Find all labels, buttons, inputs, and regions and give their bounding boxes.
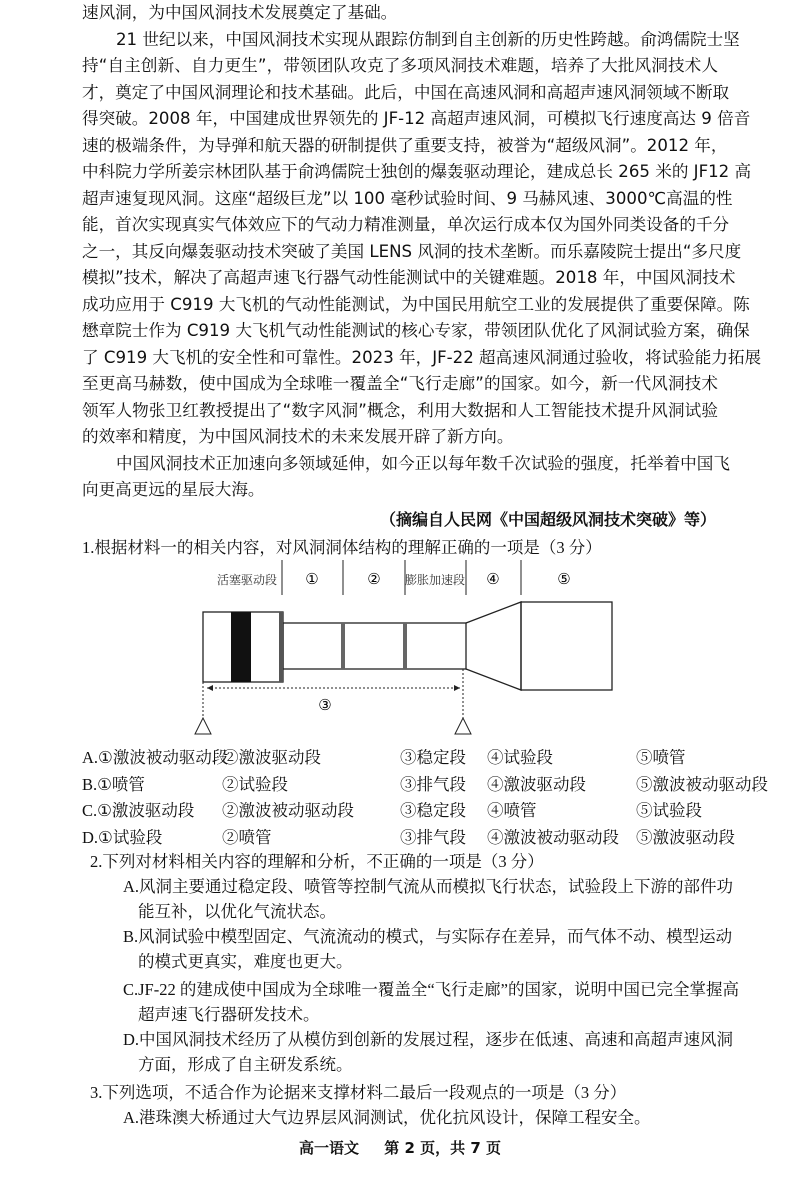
label-piston-drive: 活塞驱动段 [216, 573, 277, 587]
diaphragm [279, 612, 283, 682]
q2-option-line: A.风洞主要通过稳定段、喷管等控制气流从而模拟飞行状态，试验段上下游的部件功 [123, 877, 734, 896]
passage-line: 的效率和精度，为中国风洞技术的未来发展开辟了新方向。 [82, 427, 514, 446]
q2-option-line: C.JF-22 的建成使中国成为全球唯一覆盖全“飞行走廊”的国家，说明中国已完全掌握高 [123, 980, 739, 999]
q1-option-b-part-3: ③排气段 [400, 774, 466, 794]
q1-option-b-part-4: ④激波驱动段 [487, 774, 586, 794]
label-3: ③ [318, 698, 332, 714]
question-1-stem: 1.根据材料一的相关内容，对风洞洞体结构的理解正确的一项是（3 分） [82, 538, 602, 557]
q1-option-d-part-4: ④激波被动驱动段 [487, 828, 619, 848]
q1-option-a-part-3: ③稳定段 [400, 748, 466, 767]
q1-option-b-part-5: ⑤激波被动驱动段 [636, 774, 768, 794]
footer-subject: 高一语文 [298, 1139, 359, 1157]
q1-option-c-part-2: ②激波被动驱动段 [222, 801, 354, 821]
passage-line: 领军人物张卫红教授提出了“数字风洞”概念，利用大数据和人工智能技术提升风洞试验 [82, 400, 718, 420]
question-3-stem: 3.下列选项，不适合作为论据来支撑材料二最后一段观点的一项是（3 分） [90, 1083, 627, 1102]
passage-line: 能，首次实现真实气体效应下的气动力精准测量，单次运行成本仅为国外同类设备的千分 [82, 215, 730, 234]
test-section [521, 602, 612, 690]
passage-line: 持“自主创新、自力更生”，带领团队攻克了多项风洞技术难题，培养了大批风洞技术人 [82, 56, 718, 75]
q2-option-line: 方面，形成了自主研发系统。 [138, 1055, 353, 1074]
q2-option-line: B.风洞试验中模型固定、气流流动的模式，与实际存在差异，而气体不动、模型运动 [123, 927, 733, 946]
passage-line: 得突破。2008 年，中国建成世界领先的 JF-12 高超声速风洞，可模拟飞行速度高达 9 倍音 [82, 109, 751, 128]
q1-option-c-part-5: ⑤试验段 [636, 801, 702, 821]
passage-line: 之一，其反向爆轰驱动技术突破了美国 LENS 风洞的技术垄断。而乐嘉陵院士提出“多尺度 [82, 241, 742, 261]
wind-tunnel-diagram [0, 560, 800, 740]
q1-option-a-part-5: ⑤喷管 [636, 748, 686, 767]
piston [231, 612, 251, 682]
q1-option-c-part-1: C.①激波驱动段 [82, 801, 195, 821]
passage-line: 中科院力学所姜宗林团队基于俞鸿儒院士独创的爆轰驱动理论，建成总长 265 米的 JF12 高 [82, 162, 752, 181]
q1-option-a-part-4: ④试验段 [487, 748, 553, 767]
label-expansion: 膨胀加速段 [404, 573, 466, 587]
passage-line: 中国风洞技术正加速向多领域延伸，如今正以每年数千次试验的强度，托举着中国飞 [116, 453, 730, 473]
question-3-option-a: A.港珠澳大桥通过大气边界层风洞测试，优化抗风设计，保障工程安全。 [123, 1108, 651, 1127]
label-4: ④ [486, 572, 500, 588]
q1-option-b-part-1: B.①喷管 [82, 774, 145, 794]
passage-line: 模拟”技术，解决了高超声速飞行器气动性能测试中的关键难题。2018 年，中国风洞技术 [82, 268, 736, 287]
page-footer [0, 1137, 800, 1158]
diaphragm [403, 623, 407, 669]
passage-line: 懋章院士作为 C919 大飞机气动性能测试的核心专家，带领团队优化了风洞试验方案，确保 [82, 321, 750, 340]
q1-option-d-part-1: D.①试验段 [82, 828, 163, 848]
passage-line: 才，奠定了中国风洞理论和技术基础。此后，中国在高速风洞和高超声速风洞领域不断取 [82, 82, 730, 102]
attribution: （摘编自人民网《中国超级风洞技术突破》等） [379, 510, 716, 529]
support-triangle [195, 718, 471, 734]
passage-line: 向更高更远的星辰大海。 [82, 480, 265, 499]
passage-line: 超声速复现风洞。这座“超级巨龙”以 100 毫秒试验时间、9 马赫风速、3000℃高温的性 [82, 188, 733, 208]
q1-option-d-part-2: ②喷管 [222, 828, 272, 848]
label-5: ⑤ [557, 572, 571, 588]
label-1: ① [305, 572, 319, 588]
q2-option-line: 能互补，以优化气流状态。 [138, 902, 336, 921]
passage-line: 了 C919 大飞机的安全性和可靠性。2023 年，JF-22 超高速风洞通过验收，将试验能力拓展 [82, 347, 762, 367]
q2-option-line: 超声速飞行器研发技术。 [138, 1005, 320, 1024]
q2-option-line: D.中国风洞技术经历了从模仿到创新的发展过程，逐步在低速、高速和高超声速风洞 [123, 1030, 734, 1049]
passage-line: 21 世纪以来，中国风洞技术实现从跟踪仿制到自主创新的历史性跨越。俞鸿儒院士坚 [116, 29, 740, 49]
tube-section [283, 623, 466, 669]
q1-option-a-part-1: A.①激波被动驱动段 [82, 748, 229, 767]
label-2: ② [367, 572, 381, 588]
q1-option-d-part-3: ③排气段 [400, 828, 466, 848]
passage-line: 速风洞，为中国风洞技术发展奠定了基础。 [82, 3, 398, 22]
q1-option-b-part-2: ②试验段 [222, 774, 288, 794]
q2-option-line: 的模式更真实，难度也更大。 [138, 952, 353, 971]
passage-line: 成功应用于 C919 大飞机的气动性能测试，为中国民用航空工业的发展提供了重要保障。陈 [82, 294, 750, 314]
diaphragm [341, 623, 345, 669]
passage-line: 速的极端条件，为导弹和航天器的研制提供了重要支持，被誉为“超级风洞”。2012 年， [82, 135, 728, 155]
nozzle [466, 602, 521, 690]
q1-option-c-part-3: ③稳定段 [400, 801, 466, 821]
footer-page-number: 第 2 页，共 7 页 [384, 1139, 501, 1157]
passage-line: 至更高马赫数，使中国成为全球唯一覆盖全“飞行走廊”的国家。如今，新一代风洞技术 [82, 374, 718, 393]
q1-option-c-part-4: ④喷管 [487, 801, 537, 821]
q1-option-a-part-2: ②激波驱动段 [222, 748, 321, 767]
question-2-stem: 2.下列对材料相关内容的理解和分析，不正确的一项是（3 分） [90, 852, 544, 871]
q1-option-d-part-5: ⑤激波驱动段 [636, 828, 735, 848]
